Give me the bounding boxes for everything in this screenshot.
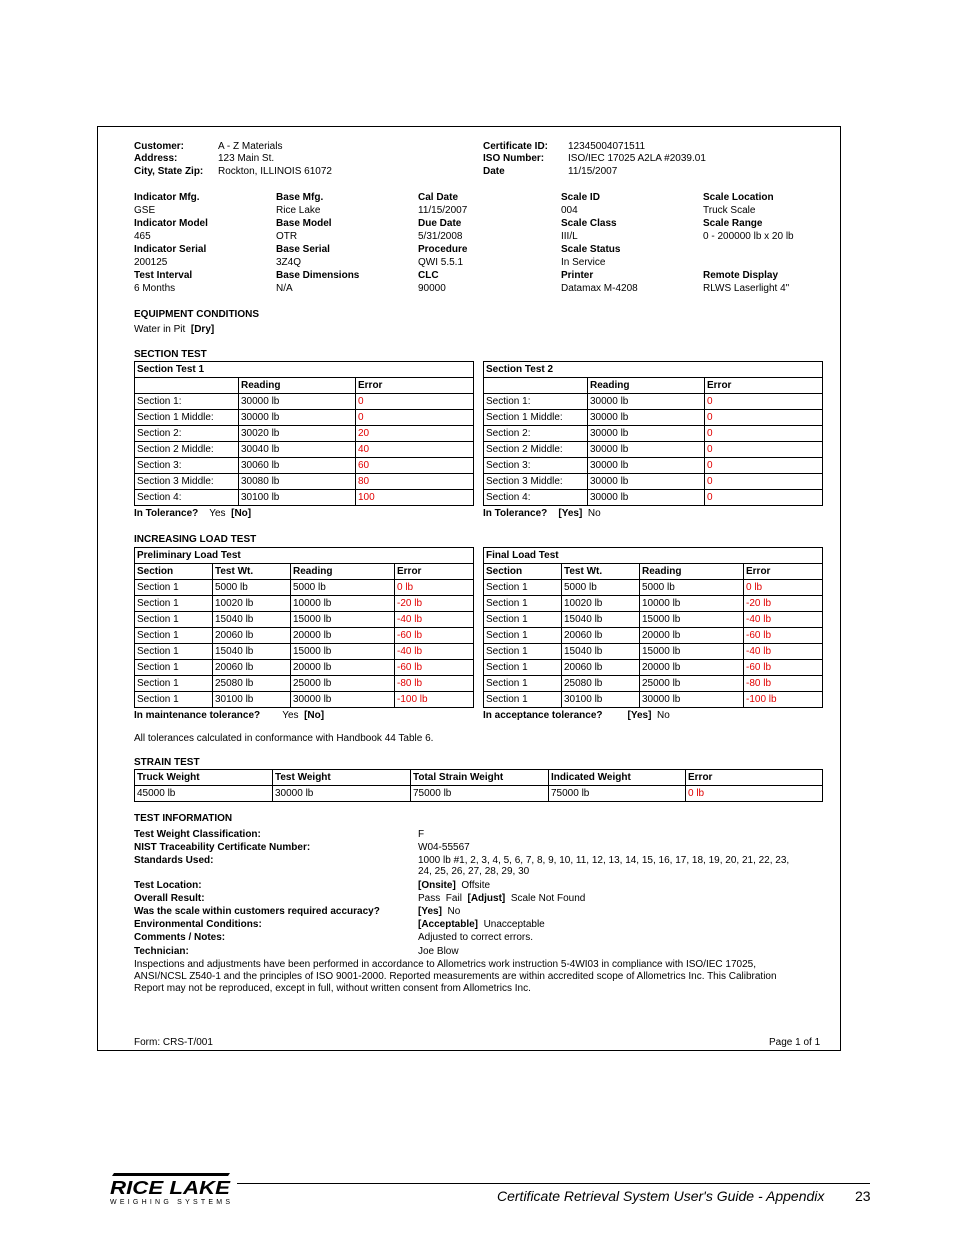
adjust-option: [Adjust] (467, 893, 506, 904)
customer-value: A - Z Materials (218, 141, 283, 152)
section-test-2-title: Section Test 2 (484, 362, 823, 378)
table-row (484, 474, 823, 490)
section-label-cell: Section 2: (135, 426, 239, 442)
reading-cell: 20000 lb (291, 628, 395, 644)
date-label: Date (483, 166, 505, 177)
tolerance-yes: Yes (282, 710, 299, 721)
reading-cell: 30040 lb (239, 442, 356, 458)
table-row (135, 394, 474, 410)
guide-title: Certificate Retrieval System User's Guide - Appendix (497, 1188, 825, 1204)
reading-cell: 30000 lb (640, 692, 744, 708)
test-wt-cell: 20060 lb (562, 628, 640, 644)
handbook-note: All tolerances calculated in conformance with Handbook 44 Table 6. (134, 733, 434, 744)
table-row (484, 458, 823, 474)
reading-cell: 15000 lb (291, 644, 395, 660)
standards-value-line-1: 1000 lb #1, 2, 3, 4, 5, 6, 7, 8, 9, 10, 11, 12, 13, 14, 15, 16, 17, 18, 19, 20, 21, 22, 23, (418, 855, 790, 866)
reading-header: Reading (588, 378, 705, 394)
classification-value: F (418, 829, 425, 840)
error-cell: -80 lb (395, 676, 474, 692)
reading-cell: 10000 lb (640, 596, 744, 612)
reading-cell: 30000 lb (588, 426, 705, 442)
error-cell: -40 lb (395, 612, 474, 628)
test-weight-cell: 30000 lb (273, 786, 411, 802)
truck-weight-cell: 45000 lb (135, 786, 273, 802)
scale-class-value: III/L (561, 231, 578, 242)
reading-cell: 20000 lb (640, 628, 744, 644)
table-row (484, 676, 823, 692)
reading-cell: 20000 lb (640, 660, 744, 676)
reading-cell: 5000 lb (291, 580, 395, 596)
tolerance-no: [No] (304, 710, 325, 721)
increasing-load-heading: INCREASING LOAD TEST (134, 534, 257, 545)
scale-range-label: Scale Range (703, 218, 763, 229)
reading-cell: 30000 lb (588, 458, 705, 474)
base-mfg-value: Rice Lake (276, 205, 321, 216)
section-cell: Section 1 (484, 596, 562, 612)
error-cell: 0 (705, 410, 823, 426)
test-wt-cell: 30100 lb (562, 692, 640, 708)
total-strain-weight-cell: 75000 lb (411, 786, 549, 802)
indicated-weight-cell: 75000 lb (549, 786, 686, 802)
standards-value-line-2: 24, 25, 26, 27, 28, 29, 30 (418, 866, 530, 877)
overall-result-value (418, 892, 585, 905)
strain-test-table (134, 769, 823, 802)
error-cell: 0 (356, 394, 474, 410)
table-row (135, 490, 474, 506)
test-wt-cell: 20060 lb (562, 660, 640, 676)
test-interval-value: 6 Months (134, 283, 176, 294)
accuracy-label: Was the scale within customers required accuracy? (134, 906, 380, 917)
statement-line-1: Inspections and adjustments have been performed in accordance to Allometrics work instruction 5-4WI03 in compliance with ISO/IEC 17025, (134, 959, 756, 970)
table-row (135, 644, 474, 660)
test-weight-header: Test Weight (273, 770, 411, 786)
test-wt-cell: 10020 lb (213, 596, 291, 612)
section-test-1-tolerance (134, 507, 251, 520)
section-label-cell: Section 3 Middle: (484, 474, 588, 490)
test-wt-cell: 15040 lb (562, 612, 640, 628)
indicator-serial-label: Indicator Serial (134, 244, 207, 255)
section-cell: Section 1 (135, 580, 213, 596)
error-cell: -100 lb (395, 692, 474, 708)
section-test-2-tolerance (483, 507, 601, 520)
table-row (135, 596, 474, 612)
section-label-cell: Section 3: (484, 458, 588, 474)
due-date-value: 5/31/2008 (418, 231, 463, 242)
test-location-value (418, 879, 490, 892)
reading-cell: 30000 lb (588, 410, 705, 426)
reading-cell: 30060 lb (239, 458, 356, 474)
total-strain-weight-header: Total Strain Weight (411, 770, 549, 786)
classification-label: Test Weight Classification: (134, 829, 261, 840)
scale-not-found-option: Scale Not Found (510, 893, 586, 904)
section-label-cell: Section 4: (484, 490, 588, 506)
section-label-cell: Section 2 Middle: (484, 442, 588, 458)
error-cell: 0 (705, 458, 823, 474)
section-label-cell: Section 1 Middle: (135, 410, 239, 426)
error-cell: -40 lb (744, 612, 823, 628)
reading-cell: 30000 lb (588, 442, 705, 458)
table-row (135, 786, 823, 802)
page-number: 23 (855, 1188, 871, 1204)
section-label-cell: Section 3: (135, 458, 239, 474)
preliminary-load-table (134, 547, 474, 708)
section-label-cell: Section 3 Middle: (135, 474, 239, 490)
table-row (135, 426, 474, 442)
reading-cell: 30000 lb (588, 394, 705, 410)
table-row (484, 490, 823, 506)
printer-label: Printer (561, 270, 594, 281)
section-cell: Section 1 (484, 580, 562, 596)
table-row (135, 660, 474, 676)
reading-cell: 30100 lb (239, 490, 356, 506)
error-cell: 0 (705, 426, 823, 442)
section-cell: Section 1 (135, 676, 213, 692)
error-cell: 0 (705, 474, 823, 490)
reading-cell: 30020 lb (239, 426, 356, 442)
error-header: Error (705, 378, 823, 394)
table-row (484, 442, 823, 458)
reading-cell: 15000 lb (291, 612, 395, 628)
acceptance-tolerance (483, 709, 670, 722)
scale-range-value: 0 - 200000 lb x 20 lb (703, 231, 794, 242)
table-row (484, 580, 823, 596)
logo-wordmark: RICE LAKE (110, 1178, 232, 1198)
section-test-2-table (483, 361, 823, 506)
certificate-id-value: 12345004071511 (568, 141, 646, 152)
section-label-cell: Section 4: (135, 490, 239, 506)
procedure-value: QWI 5.5.1 (418, 257, 464, 268)
test-wt-cell: 15040 lb (213, 644, 291, 660)
rice-lake-logo (110, 1173, 234, 1212)
reading-header: Reading (640, 564, 744, 580)
tolerance-label: In maintenance tolerance? (134, 710, 261, 721)
cal-date-label: Cal Date (418, 192, 459, 203)
error-header: Error (395, 564, 474, 580)
section-label-cell: Section 2 Middle: (135, 442, 239, 458)
tolerance-no: [No] (231, 508, 252, 519)
section-cell: Section 1 (135, 660, 213, 676)
section-test-1-title: Section Test 1 (135, 362, 474, 378)
page-indicator: Page 1 of 1 (769, 1037, 821, 1048)
maintenance-tolerance (134, 709, 324, 722)
date-value: 11/15/2007 (568, 166, 618, 177)
section-label-cell: Section 1 Middle: (484, 410, 588, 426)
form-id: Form: CRS-T/001 (134, 1037, 213, 1048)
indicator-mfg-value: GSE (134, 205, 156, 216)
table-row (484, 692, 823, 708)
error-header: Error (686, 770, 823, 786)
section-cell: Section 1 (135, 596, 213, 612)
customer-label: Customer: (134, 141, 185, 152)
test-wt-cell: 25080 lb (562, 676, 640, 692)
error-cell: 40 (356, 442, 474, 458)
base-model-label: Base Model (276, 218, 332, 229)
reading-cell: 20000 lb (291, 660, 395, 676)
dry-option: [Dry] (190, 324, 215, 335)
remote-display-label: Remote Display (703, 270, 779, 281)
test-wt-header: Test Wt. (562, 564, 640, 580)
section-cell: Section 1 (484, 644, 562, 660)
test-wt-cell: 10020 lb (562, 596, 640, 612)
section-header: Section (484, 564, 562, 580)
error-header: Error (744, 564, 823, 580)
base-dimensions-label: Base Dimensions (276, 270, 360, 281)
tolerance-no: No (587, 508, 601, 519)
remote-display-value: RLWS Laserlight 4" (703, 283, 790, 294)
table-row (135, 410, 474, 426)
section-cell: Section 1 (484, 692, 562, 708)
iso-number-value: ISO/IEC 17025 A2LA #2039.01 (568, 153, 706, 164)
scale-id-value: 004 (561, 205, 578, 216)
indicator-model-label: Indicator Model (134, 218, 208, 229)
table-row (484, 628, 823, 644)
tolerance-no: No (656, 710, 670, 721)
reading-cell: 30000 lb (239, 394, 356, 410)
equipment-conditions-line (134, 323, 214, 336)
tolerance-label: In acceptance tolerance? (483, 710, 603, 721)
test-wt-cell: 15040 lb (213, 612, 291, 628)
error-cell: -80 lb (744, 676, 823, 692)
overall-result-label: Overall Result: (134, 893, 205, 904)
error-cell: -60 lb (395, 628, 474, 644)
section-cell: Section 1 (484, 676, 562, 692)
acceptable-option: [Acceptable] (418, 919, 479, 930)
table-row (484, 596, 823, 612)
base-model-value: OTR (276, 231, 298, 242)
error-cell: -100 lb (744, 692, 823, 708)
error-cell: 0 (356, 410, 474, 426)
base-mfg-label: Base Mfg. (276, 192, 324, 203)
water-in-pit-option: Water in Pit (134, 324, 186, 335)
printer-value: Datamax M-4208 (561, 283, 638, 294)
technician-value: Joe Blow (418, 946, 459, 957)
table-row (135, 612, 474, 628)
error-cell: 0 lb (686, 786, 823, 802)
table-row (484, 426, 823, 442)
table-row (135, 676, 474, 692)
scale-status-label: Scale Status (561, 244, 621, 255)
error-cell: 100 (356, 490, 474, 506)
reading-cell: 30000 lb (239, 410, 356, 426)
reading-cell: 30000 lb (588, 490, 705, 506)
nist-label: NIST Traceability Certificate Number: (134, 842, 311, 853)
pass-option: Pass (418, 893, 441, 904)
tolerance-yes: Yes (209, 508, 226, 519)
table-row (135, 442, 474, 458)
fail-option: Fail (445, 893, 462, 904)
error-cell: -40 lb (744, 644, 823, 660)
error-cell: 0 lb (395, 580, 474, 596)
section-cell: Section 1 (135, 692, 213, 708)
section-cell: Section 1 (484, 660, 562, 676)
statement-line-2: ANSI/NCSL Z540-1 and the principles of ISO 9001-2000. Reported measurements are within accredited scope of Allometrics Inc. This Calibration (134, 971, 777, 982)
section-cell: Section 1 (484, 612, 562, 628)
table-row (135, 692, 474, 708)
tolerance-yes: [Yes] (558, 508, 583, 519)
table-row (135, 580, 474, 596)
error-cell: 80 (356, 474, 474, 490)
section-cell: Section 1 (135, 628, 213, 644)
rice-lake-logo-mark (110, 1173, 234, 1207)
standards-label: Standards Used: (134, 855, 214, 866)
reading-header: Reading (239, 378, 356, 394)
section-cell: Section 1 (135, 612, 213, 628)
reading-cell: 30000 lb (291, 692, 395, 708)
indicator-model-value: 465 (134, 231, 151, 242)
section-test-1-table (134, 361, 474, 506)
onsite-option: [Onsite] (418, 880, 456, 891)
environmental-value (418, 918, 545, 931)
accuracy-no: No (447, 906, 461, 917)
table-row (484, 410, 823, 426)
nist-value: W04-55567 (418, 842, 470, 853)
strain-test-heading: STRAIN TEST (134, 757, 200, 768)
accuracy-value (418, 905, 460, 918)
table-row (484, 394, 823, 410)
due-date-label: Due Date (418, 218, 462, 229)
technician-label: Technician: (134, 946, 189, 957)
indicator-serial-value: 200125 (134, 257, 168, 268)
base-serial-label: Base Serial (276, 244, 330, 255)
logo-tagline: WEIGHING SYSTEMS (110, 1199, 230, 1206)
base-serial-value: 3Z4Q (276, 257, 302, 268)
city-label: City, State Zip: (134, 166, 204, 177)
address-label: Address: (134, 153, 178, 164)
section-label-cell: Section 2: (484, 426, 588, 442)
scale-status-value: In Service (561, 257, 606, 268)
section-cell: Section 1 (135, 644, 213, 660)
offsite-option: Offsite (461, 880, 491, 891)
table-row (484, 612, 823, 628)
city-value: Rockton, ILLINOIS 61072 (218, 166, 332, 177)
environmental-label: Environmental Conditions: (134, 919, 262, 930)
unacceptable-option: Unacceptable (483, 919, 545, 930)
reading-header: Reading (291, 564, 395, 580)
section-cell: Section 1 (484, 628, 562, 644)
accuracy-yes: [Yes] (418, 906, 442, 917)
error-cell: -40 lb (395, 644, 474, 660)
section-label-cell: Section 1: (484, 394, 588, 410)
scale-class-label: Scale Class (561, 218, 617, 229)
error-cell: -60 lb (395, 660, 474, 676)
table-row (484, 644, 823, 660)
statement-line-3: Report may not be reproduced, except in full, without written consent from Allometrics Inc. (134, 983, 531, 994)
reading-cell: 5000 lb (640, 580, 744, 596)
error-cell: 0 (705, 442, 823, 458)
test-wt-cell: 5000 lb (562, 580, 640, 596)
test-wt-cell: 25080 lb (213, 676, 291, 692)
table-row (135, 458, 474, 474)
error-header: Error (356, 378, 474, 394)
error-cell: -60 lb (744, 660, 823, 676)
clc-value: 90000 (418, 283, 446, 294)
equipment-conditions-heading: EQUIPMENT CONDITIONS (134, 309, 260, 320)
indicated-weight-header: Indicated Weight (549, 770, 686, 786)
test-location-label: Test Location: (134, 880, 202, 891)
reading-cell: 15000 lb (640, 644, 744, 660)
indicator-mfg-label: Indicator Mfg. (134, 192, 200, 203)
tolerance-label: In Tolerance? (134, 508, 199, 519)
base-dimensions-value: N/A (276, 283, 293, 294)
address-value: 123 Main St. (218, 153, 275, 164)
error-cell: 20 (356, 426, 474, 442)
cal-date-value: 11/15/2007 (418, 205, 468, 216)
scale-id-label: Scale ID (561, 192, 600, 203)
reading-cell: 25000 lb (640, 676, 744, 692)
error-cell: 0 (705, 394, 823, 410)
reading-cell: 30000 lb (588, 474, 705, 490)
test-wt-cell: 20060 lb (213, 628, 291, 644)
test-wt-cell: 20060 lb (213, 660, 291, 676)
table-row (135, 474, 474, 490)
tolerance-label: In Tolerance? (483, 508, 548, 519)
scale-location-label: Scale Location (703, 192, 774, 203)
table-row (484, 660, 823, 676)
section-header: Section (135, 564, 213, 580)
footer-rule (237, 1183, 870, 1184)
comments-label: Comments / Notes: (134, 932, 226, 943)
error-cell: -60 lb (744, 628, 823, 644)
certificate-id-label: Certificate ID: (483, 141, 549, 152)
error-cell: 0 (705, 490, 823, 506)
scale-location-value: Truck Scale (703, 205, 756, 216)
test-wt-header: Test Wt. (213, 564, 291, 580)
test-information-heading: TEST INFORMATION (134, 813, 233, 824)
error-cell: 0 lb (744, 580, 823, 596)
error-cell: 60 (356, 458, 474, 474)
final-load-title: Final Load Test (484, 548, 823, 564)
test-wt-cell: 30100 lb (213, 692, 291, 708)
reading-cell: 30080 lb (239, 474, 356, 490)
comments-value: Adjusted to correct errors. (418, 932, 534, 943)
preliminary-load-title: Preliminary Load Test (135, 548, 474, 564)
truck-weight-header: Truck Weight (135, 770, 273, 786)
procedure-label: Procedure (418, 244, 468, 255)
tolerance-yes: [Yes] (627, 710, 652, 721)
clc-label: CLC (418, 270, 439, 281)
reading-cell: 10000 lb (291, 596, 395, 612)
iso-number-label: ISO Number: (483, 153, 545, 164)
error-cell: -20 lb (744, 596, 823, 612)
error-cell: -20 lb (395, 596, 474, 612)
table-row (135, 628, 474, 644)
test-wt-cell: 15040 lb (562, 644, 640, 660)
reading-cell: 25000 lb (291, 676, 395, 692)
reading-cell: 15000 lb (640, 612, 744, 628)
test-interval-label: Test Interval (134, 270, 193, 281)
test-wt-cell: 5000 lb (213, 580, 291, 596)
final-load-table (483, 547, 823, 708)
section-label-cell: Section 1: (135, 394, 239, 410)
section-test-heading: SECTION TEST (134, 349, 207, 360)
